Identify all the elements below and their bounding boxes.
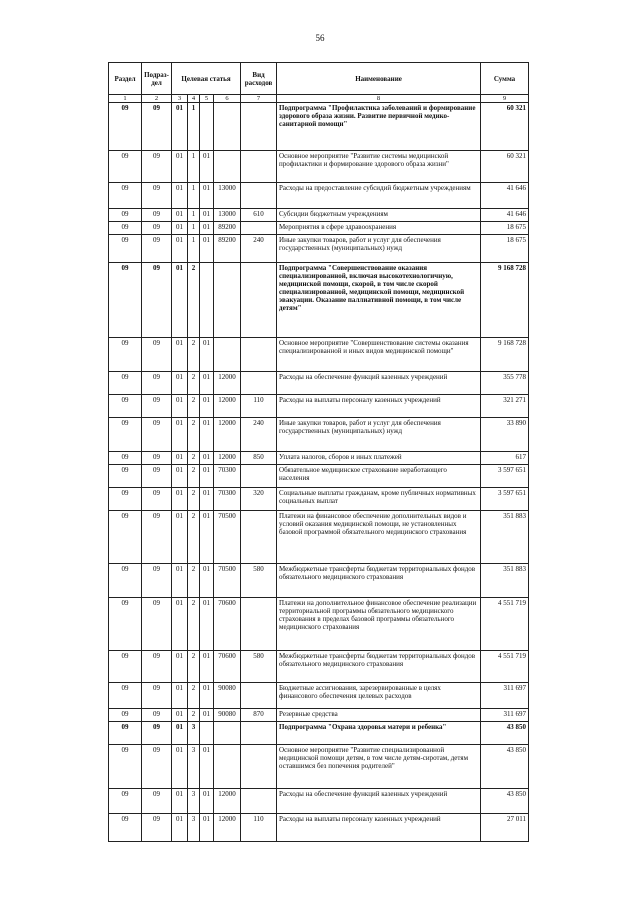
table-row <box>109 183 529 209</box>
program-code-cell: 01 <box>172 338 188 372</box>
subprogram-code-cell: 2 <box>188 465 200 488</box>
activity-code-cell: 01 <box>200 651 214 683</box>
direction-code-cell <box>214 338 241 372</box>
subprogram-code-cell: 1 <box>188 103 200 151</box>
expense-type-cell <box>241 745 277 789</box>
subprogram-code-cell: 3 <box>188 789 200 814</box>
razdel-cell: 09 <box>109 235 142 263</box>
subprogram-code-cell: 2 <box>188 395 200 418</box>
podrazdel-cell: 09 <box>142 683 172 709</box>
expense-type-cell <box>241 511 277 564</box>
column-number: 7 <box>241 95 277 103</box>
subprogram-code-cell: 2 <box>188 598 200 651</box>
activity-code-cell: 01 <box>200 465 214 488</box>
column-number: 3 <box>172 95 188 103</box>
razdel-cell: 09 <box>109 209 142 222</box>
podrazdel-cell: 09 <box>142 151 172 183</box>
subprogram-code-cell: 1 <box>188 209 200 222</box>
table-row <box>109 452 529 465</box>
column-number: 5 <box>200 95 214 103</box>
razdel-cell: 09 <box>109 598 142 651</box>
name-cell: Социальные выплаты гражданам, кроме публичных нормативных социальных выплат <box>277 488 481 511</box>
page-number: 56 <box>315 33 325 43</box>
direction-code-cell: 70500 <box>214 511 241 564</box>
table-row <box>109 709 529 722</box>
sum-cell: 3 597 651 <box>481 488 529 511</box>
expense-type-cell <box>241 103 277 151</box>
podrazdel-cell: 09 <box>142 709 172 722</box>
column-number: 6 <box>214 95 241 103</box>
expense-type-cell <box>241 183 277 209</box>
table-row <box>109 651 529 683</box>
activity-code-cell <box>200 103 214 151</box>
subprogram-code-cell: 1 <box>188 222 200 235</box>
podrazdel-cell: 09 <box>142 651 172 683</box>
subprogram-code-cell: 2 <box>188 683 200 709</box>
program-code-cell: 01 <box>172 103 188 151</box>
table-row <box>109 745 529 789</box>
subprogram-code-cell: 3 <box>188 745 200 789</box>
direction-code-cell: 12000 <box>214 418 241 452</box>
expense-type-cell: 870 <box>241 709 277 722</box>
name-cell: Основное мероприятие "Совершенствование системы оказания специализированной и иных видов медицинской помощи" <box>277 338 481 372</box>
sum-cell: 617 <box>481 452 529 465</box>
program-code-cell: 01 <box>172 683 188 709</box>
activity-code-cell: 01 <box>200 418 214 452</box>
header-naimenovanie: Наименование <box>277 63 481 95</box>
name-cell: Обязательное медицинское страхование неработающего населения <box>277 465 481 488</box>
table-row <box>109 338 529 372</box>
razdel-cell: 09 <box>109 372 142 395</box>
podrazdel-cell: 09 <box>142 465 172 488</box>
sum-cell: 351 883 <box>481 511 529 564</box>
razdel-cell: 09 <box>109 183 142 209</box>
podrazdel-cell: 09 <box>142 789 172 814</box>
name-cell: Расходы на выплаты персоналу казенных учреждений <box>277 814 481 842</box>
subprogram-code-cell: 2 <box>188 488 200 511</box>
direction-code-cell <box>214 151 241 183</box>
table-row <box>109 564 529 598</box>
activity-code-cell: 01 <box>200 683 214 709</box>
sum-cell: 311 697 <box>481 709 529 722</box>
program-code-cell: 01 <box>172 564 188 598</box>
expense-type-cell: 320 <box>241 488 277 511</box>
sum-cell: 27 011 <box>481 814 529 842</box>
activity-code-cell: 01 <box>200 745 214 789</box>
razdel-cell: 09 <box>109 418 142 452</box>
direction-code-cell: 90080 <box>214 683 241 709</box>
razdel-cell: 09 <box>109 151 142 183</box>
program-code-cell: 01 <box>172 745 188 789</box>
expense-type-cell <box>241 263 277 338</box>
table-row <box>109 222 529 235</box>
program-code-cell: 01 <box>172 465 188 488</box>
sum-cell: 18 675 <box>481 222 529 235</box>
direction-code-cell: 12000 <box>214 789 241 814</box>
name-cell: Подпрограмма "Профилактика заболеваний и формирование здорового образа жизни. Развитие первичной медико-санитарной помощи" <box>277 103 481 151</box>
subprogram-code-cell: 3 <box>188 722 200 745</box>
subprogram-code-cell: 1 <box>188 151 200 183</box>
razdel-cell: 09 <box>109 564 142 598</box>
name-cell: Субсидии бюджетным учреждениям <box>277 209 481 222</box>
expense-type-cell <box>241 789 277 814</box>
razdel-cell: 09 <box>109 683 142 709</box>
activity-code-cell: 01 <box>200 814 214 842</box>
column-number: 4 <box>188 95 200 103</box>
table-row <box>109 488 529 511</box>
header-razdel: Раздел <box>109 63 142 95</box>
razdel-cell: 09 <box>109 222 142 235</box>
program-code-cell: 01 <box>172 709 188 722</box>
podrazdel-cell: 09 <box>142 511 172 564</box>
program-code-cell: 01 <box>172 418 188 452</box>
sum-cell: 41 646 <box>481 209 529 222</box>
podrazdel-cell: 09 <box>142 222 172 235</box>
direction-code-cell <box>214 745 241 789</box>
column-number: 2 <box>142 95 172 103</box>
sum-cell: 351 883 <box>481 564 529 598</box>
podrazdel-cell: 09 <box>142 183 172 209</box>
direction-code-cell: 12000 <box>214 395 241 418</box>
program-code-cell: 01 <box>172 488 188 511</box>
program-code-cell: 01 <box>172 209 188 222</box>
direction-code-cell: 12000 <box>214 452 241 465</box>
expense-type-cell: 110 <box>241 395 277 418</box>
name-cell: Бюджетные ассигнования, зарезервированные в целях финансового обеспечения целевых расходов <box>277 683 481 709</box>
direction-code-cell: 12000 <box>214 372 241 395</box>
name-cell: Подпрограмма "Совершенствование оказания специализированной, включая высокотехнологичную, медицинской помощи, скорой, в том числе скорой специализированной, медицинской помощи, медицинской эвакуации. Оказание паллиативной помощи, в том числе детям" <box>277 263 481 338</box>
activity-code-cell: 01 <box>200 372 214 395</box>
activity-code-cell: 01 <box>200 151 214 183</box>
name-cell: Платежи на дополнительное финансовое обеспечение реализации территориальной программы обязательного медицинского страхования в пределах базовой программы обязательного медицинского страхования <box>277 598 481 651</box>
activity-code-cell: 01 <box>200 789 214 814</box>
program-code-cell: 01 <box>172 151 188 183</box>
sum-cell: 33 890 <box>481 418 529 452</box>
activity-code-cell <box>200 722 214 745</box>
program-code-cell: 01 <box>172 263 188 338</box>
direction-code-cell: 89200 <box>214 222 241 235</box>
expense-type-cell <box>241 372 277 395</box>
podrazdel-cell: 09 <box>142 745 172 789</box>
table-row <box>109 814 529 842</box>
header-vid-rashodov: Вид расходов <box>241 63 277 95</box>
razdel-cell: 09 <box>109 745 142 789</box>
name-cell: Основное мероприятие "Развитие системы медицинской профилактики и формирование здорового образа жизни" <box>277 151 481 183</box>
activity-code-cell: 01 <box>200 235 214 263</box>
subprogram-code-cell: 2 <box>188 651 200 683</box>
expense-type-cell <box>241 683 277 709</box>
podrazdel-cell: 09 <box>142 263 172 338</box>
activity-code-cell: 01 <box>200 452 214 465</box>
podrazdel-cell: 09 <box>142 452 172 465</box>
expense-type-cell: 110 <box>241 814 277 842</box>
podrazdel-cell: 09 <box>142 418 172 452</box>
name-cell: Уплата налогов, сборов и иных платежей <box>277 452 481 465</box>
razdel-cell: 09 <box>109 511 142 564</box>
sum-cell: 3 597 651 <box>481 465 529 488</box>
activity-code-cell <box>200 263 214 338</box>
razdel-cell: 09 <box>109 709 142 722</box>
subprogram-code-cell: 2 <box>188 511 200 564</box>
subprogram-code-cell: 2 <box>188 418 200 452</box>
subprogram-code-cell: 2 <box>188 709 200 722</box>
activity-code-cell: 01 <box>200 395 214 418</box>
razdel-cell: 09 <box>109 338 142 372</box>
sum-cell: 43 850 <box>481 722 529 745</box>
table-row <box>109 683 529 709</box>
direction-code-cell: 70300 <box>214 465 241 488</box>
expense-type-cell: 580 <box>241 651 277 683</box>
name-cell: Расходы на обеспечение функций казенных учреждений <box>277 372 481 395</box>
name-cell: Расходы на выплаты персоналу казенных учреждений <box>277 395 481 418</box>
activity-code-cell: 01 <box>200 564 214 598</box>
activity-code-cell: 01 <box>200 709 214 722</box>
program-code-cell: 01 <box>172 235 188 263</box>
column-number: 9 <box>481 95 529 103</box>
program-code-cell: 01 <box>172 452 188 465</box>
table-row <box>109 103 529 151</box>
table-row <box>109 511 529 564</box>
razdel-cell: 09 <box>109 789 142 814</box>
program-code-cell: 01 <box>172 511 188 564</box>
direction-code-cell: 70600 <box>214 598 241 651</box>
sum-cell: 43 850 <box>481 789 529 814</box>
column-number: 1 <box>109 95 142 103</box>
program-code-cell: 01 <box>172 372 188 395</box>
sum-cell: 311 697 <box>481 683 529 709</box>
subprogram-code-cell: 3 <box>188 814 200 842</box>
podrazdel-cell: 09 <box>142 209 172 222</box>
podrazdel-cell: 09 <box>142 814 172 842</box>
program-code-cell: 01 <box>172 222 188 235</box>
podrazdel-cell: 09 <box>142 395 172 418</box>
sum-cell: 60 321 <box>481 151 529 183</box>
razdel-cell: 09 <box>109 488 142 511</box>
activity-code-cell: 01 <box>200 488 214 511</box>
program-code-cell: 01 <box>172 598 188 651</box>
podrazdel-cell: 09 <box>142 103 172 151</box>
column-number: 8 <box>277 95 481 103</box>
name-cell: Резервные средства <box>277 709 481 722</box>
table-row <box>109 395 529 418</box>
expense-type-cell <box>241 222 277 235</box>
table-row <box>109 465 529 488</box>
name-cell: Платежи на финансовое обеспечение дополнительных видов и условий оказания медицинской помощи, не установленных базовой программой обязательного медицинского страхования <box>277 511 481 564</box>
direction-code-cell: 13000 <box>214 209 241 222</box>
program-code-cell: 01 <box>172 183 188 209</box>
sum-cell: 4 551 719 <box>481 598 529 651</box>
expense-type-cell: 610 <box>241 209 277 222</box>
name-cell: Иные закупки товаров, работ и услуг для обеспечения государственных (муниципальных) нужд <box>277 235 481 263</box>
table-row <box>109 151 529 183</box>
expense-type-cell <box>241 722 277 745</box>
name-cell: Межбюджетные трансферты бюджетам территориальных фондов обязательного медицинского страхования <box>277 651 481 683</box>
podrazdel-cell: 09 <box>142 235 172 263</box>
program-code-cell: 01 <box>172 395 188 418</box>
sum-cell: 321 271 <box>481 395 529 418</box>
expense-type-cell: 240 <box>241 418 277 452</box>
expense-type-cell <box>241 598 277 651</box>
table-row <box>109 235 529 263</box>
sum-cell: 41 646 <box>481 183 529 209</box>
podrazdel-cell: 09 <box>142 564 172 598</box>
direction-code-cell <box>214 722 241 745</box>
program-code-cell: 01 <box>172 789 188 814</box>
activity-code-cell: 01 <box>200 183 214 209</box>
expense-type-cell: 850 <box>241 452 277 465</box>
razdel-cell: 09 <box>109 814 142 842</box>
name-cell: Мероприятия в сфере здравоохранения <box>277 222 481 235</box>
direction-code-cell: 89200 <box>214 235 241 263</box>
expense-type-cell: 580 <box>241 564 277 598</box>
name-cell: Межбюджетные трансферты бюджетам территориальных фондов обязательного медицинского страхования <box>277 564 481 598</box>
activity-code-cell: 01 <box>200 222 214 235</box>
expense-type-cell: 240 <box>241 235 277 263</box>
program-code-cell: 01 <box>172 651 188 683</box>
sum-cell: 60 321 <box>481 103 529 151</box>
sum-cell: 4 551 719 <box>481 651 529 683</box>
column-number-row <box>109 95 529 103</box>
direction-code-cell: 70500 <box>214 564 241 598</box>
name-cell: Основное мероприятие "Развитие специализированной медицинской помощи детям, в том числе детям-сиротам, детям оставшимся без попечения родителей" <box>277 745 481 789</box>
table-body <box>109 103 529 842</box>
expense-type-cell <box>241 465 277 488</box>
table-row <box>109 789 529 814</box>
direction-code-cell: 70600 <box>214 651 241 683</box>
header-row <box>109 63 529 95</box>
razdel-cell: 09 <box>109 452 142 465</box>
podrazdel-cell: 09 <box>142 372 172 395</box>
table-row <box>109 209 529 222</box>
subprogram-code-cell: 1 <box>188 235 200 263</box>
direction-code-cell: 90080 <box>214 709 241 722</box>
razdel-cell: 09 <box>109 263 142 338</box>
podrazdel-cell: 09 <box>142 488 172 511</box>
activity-code-cell: 01 <box>200 338 214 372</box>
table-row <box>109 418 529 452</box>
name-cell: Иные закупки товаров, работ и услуг для обеспечения государственных (муниципальных) нужд <box>277 418 481 452</box>
header-podrazdel: Подраз-дел <box>142 63 172 95</box>
podrazdel-cell: 09 <box>142 722 172 745</box>
direction-code-cell <box>214 103 241 151</box>
subprogram-code-cell: 2 <box>188 564 200 598</box>
razdel-cell: 09 <box>109 651 142 683</box>
activity-code-cell: 01 <box>200 598 214 651</box>
sum-cell: 9 168 728 <box>481 338 529 372</box>
subprogram-code-cell: 2 <box>188 372 200 395</box>
razdel-cell: 09 <box>109 722 142 745</box>
sum-cell: 43 850 <box>481 745 529 789</box>
header-summa: Сумма <box>481 63 529 95</box>
sum-cell: 9 168 728 <box>481 263 529 338</box>
table-row <box>109 263 529 338</box>
table-row <box>109 598 529 651</box>
razdel-cell: 09 <box>109 103 142 151</box>
sum-cell: 355 778 <box>481 372 529 395</box>
subprogram-code-cell: 1 <box>188 183 200 209</box>
header-celevaya-statya: Целевая статья <box>172 63 241 95</box>
direction-code-cell <box>214 263 241 338</box>
name-cell: Расходы на обеспечение функций казенных учреждений <box>277 789 481 814</box>
table-row <box>109 722 529 745</box>
subprogram-code-cell: 2 <box>188 338 200 372</box>
expense-type-cell <box>241 338 277 372</box>
budget-table <box>108 62 529 842</box>
direction-code-cell: 13000 <box>214 183 241 209</box>
table-row <box>109 372 529 395</box>
program-code-cell: 01 <box>172 722 188 745</box>
program-code-cell: 01 <box>172 814 188 842</box>
activity-code-cell: 01 <box>200 209 214 222</box>
razdel-cell: 09 <box>109 395 142 418</box>
expense-type-cell <box>241 151 277 183</box>
activity-code-cell: 01 <box>200 511 214 564</box>
name-cell: Подпрограмма "Охрана здоровья матери и ребенка" <box>277 722 481 745</box>
sum-cell: 18 675 <box>481 235 529 263</box>
subprogram-code-cell: 2 <box>188 263 200 338</box>
name-cell: Расходы на предоставление субсидий бюджетным учреждениям <box>277 183 481 209</box>
podrazdel-cell: 09 <box>142 338 172 372</box>
podrazdel-cell: 09 <box>142 598 172 651</box>
direction-code-cell: 12000 <box>214 814 241 842</box>
subprogram-code-cell: 2 <box>188 452 200 465</box>
direction-code-cell: 70300 <box>214 488 241 511</box>
razdel-cell: 09 <box>109 465 142 488</box>
